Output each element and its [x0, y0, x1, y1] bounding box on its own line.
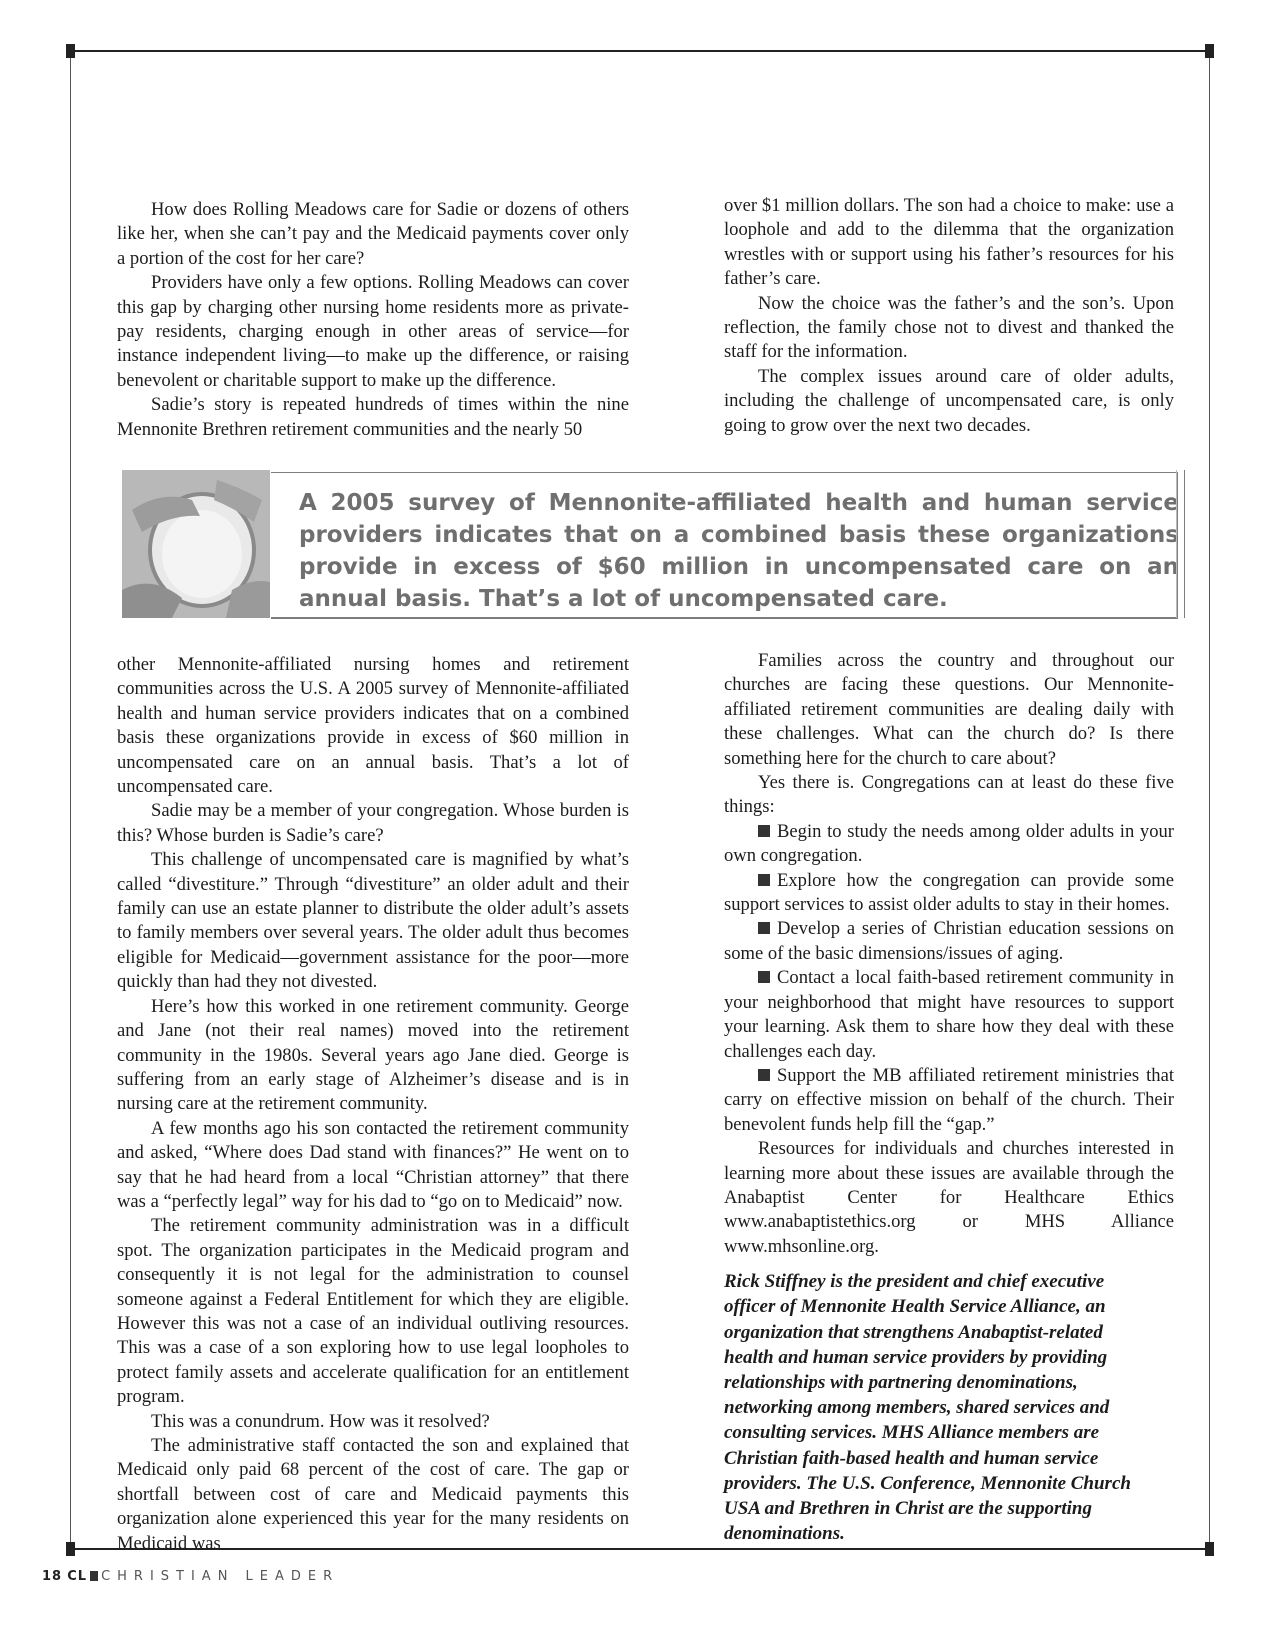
frame-left-rule [70, 50, 71, 1550]
square-bullet-icon [758, 874, 770, 886]
frame-corner-mark [1205, 44, 1214, 58]
hands-globe-image [122, 470, 270, 618]
article-column-top-right [724, 194, 1174, 438]
magazine-name: CHRISTIAN LEADER [101, 1569, 340, 1584]
paragraph: How does Rolling Meadows care for Sadie or dozens of others like her, when she can’t pay and the Medicaid payments cover only a portion of the cost for her care? [117, 199, 629, 269]
paragraph: Yes there is. Congregations can at least do these five things: [724, 772, 1174, 818]
pull-quote-text: A 2005 survey of Mennonite-affiliated health and human service providers indicates that on a combined basis these organizations provide in excess of $60 million in uncompensated care on an annual basis. That’s a lot of uncompensated care. [299, 490, 1179, 612]
square-bullet-icon [758, 971, 770, 983]
paragraph: Sadie’s story is repeated hundreds of times within the nine Mennonite Brethren retirement communities and the nearly 50 [117, 394, 629, 440]
square-bullet-icon [758, 922, 770, 934]
bullet-item: Develop a series of Christian education sessions on some of the basic dimensions/issues of aging. [724, 918, 1174, 964]
pull-quote-edge [1176, 470, 1185, 618]
article-column-bottom-left [117, 653, 629, 1556]
square-separator-icon [90, 1571, 98, 1581]
paragraph: Now the choice was the father’s and the son’s. Upon reflection, the family chose not to divest and thanked the staff for the information. [724, 292, 1174, 363]
paragraph: Families across the country and throughout our churches are facing these questions. Our Mennonite-affiliated retirement communities are dealing daily with these challenges. What can the church do? Is there something here for the church to care about? [724, 650, 1174, 769]
bullet-item: Contact a local faith-based retirement community in your neighborhood that might have resources to support your learning. Ask them to share how they deal with these challenges each day. [724, 967, 1174, 1062]
paragraph: Here’s how this worked in one retirement community. George and Jane (not their real names) moved into the retirement community in the 1980s. Several years ago Jane died. George is suffering from an early stage of Alzheimer’s disease and is in nursing care at the retirement community. [117, 995, 629, 1115]
author-bio: Rick Stiffney is the president and chief executive officer of Mennonite Health Service Alliance, an organization that strengthens Anabaptist-related health and human service providers by providing relationships with partnering denominations, networking among members, shared services and consulting services. MHS Alliance members are Christian faith-based health and human service providers. The U.S. Conference, Mennonite Church USA and Brethren in Christ are the supporting denominations. [724, 1271, 1131, 1545]
frame-right-rule [1209, 50, 1210, 1550]
frame-corner-mark [1205, 1542, 1214, 1556]
square-bullet-icon [758, 825, 770, 837]
paragraph: Sadie may be a member of your congregation. Whose burden is this? Whose burden is Sadie’s care? [117, 800, 629, 846]
pull-quote-photo [122, 470, 270, 618]
paragraph: other Mennonite-affiliated nursing homes and retirement communities across the U.S. A 2005 survey of Mennonite-affiliated health and human service providers indicates that on a combined basis these organizations provide in excess of $60 million in uncompensated care on an annual basis. That’s a lot of uncompensated care. [117, 654, 629, 798]
square-bullet-icon [758, 1069, 770, 1081]
article-column-top-left [117, 198, 629, 442]
frame-top-rule [70, 50, 1210, 52]
magazine-abbrev: CL [67, 1569, 88, 1584]
frame-corner-mark [66, 44, 75, 58]
paragraph: This was a conundrum. How was it resolved? [151, 1410, 490, 1432]
article-column-bottom-right [724, 649, 1174, 1546]
bullet-item: Support the MB affiliated retirement ministries that carry on effective mission on behalf of the church. Their benevolent funds help fill the “gap.” [724, 1064, 1174, 1135]
frame-corner-mark [66, 1542, 75, 1556]
paragraph: The retirement community administration was in a difficult spot. The organization participates in the Medicaid program and consequently it is not legal for the administration to counsel someone against a Federal Entitlement for which they are eligible. However this was not a case of an individual outliving resources. This was a case of a son exploring how to use legal loopholes to protect family assets and accelerate qualification for an entitlement program. [117, 1215, 629, 1408]
pull-quote-box [271, 472, 1178, 619]
paragraph: Resources for individuals and churches interested in learning more about these issues are available through the Anabaptist Center for Healthcare Ethics www.anabaptistethics.org or MHS Alliance www.mhsonline.org. [724, 1138, 1174, 1257]
paragraph: The complex issues around care of older adults, including the challenge of uncompensated care, is only going to grow over the next two decades. [724, 365, 1174, 436]
page-footer [42, 1569, 339, 1584]
paragraph: over $1 million dollars. The son had a choice to make: use a loophole and add to the dilemma that the organization wrestles with or support using his father’s resources for his father’s care. [724, 195, 1174, 290]
pull-quote [118, 470, 1186, 618]
paragraph: Providers have only a few options. Rolling Meadows can cover this gap by charging other nursing home residents more as private-pay residents, charging enough in other areas of service—for instance independent living—to make up the difference, or raising benevolent or charitable support to make up the difference. [117, 272, 629, 391]
paragraph: A few months ago his son contacted the retirement community and asked, “Where does Dad stand with finances?” He went on to say that he had heard from a local “Christian attorney” that there was a “perfectly legal” way for his dad to “go on to Medicaid” now. [117, 1117, 629, 1212]
paragraph: The administrative staff contacted the son and explained that Medicaid only paid 68 percent of the cost of care. The gap or shortfall between cost of care and Medicaid payments this organization alone experienced this year for the many residents on Medicaid was [117, 1435, 629, 1554]
page-number: 18 [42, 1569, 63, 1584]
paragraph: This challenge of uncompensated care is magnified by what’s called “divestiture.” Through “divestiture” an older adult and their family can use an estate planner to distribute the older adult’s assets to family members over several years. The older adult thus becomes eligible for Medicaid—government assistance for the poor—more quickly than had they not divested. [117, 849, 629, 993]
bullet-item: Explore how the congregation can provide some support services to assist older adults to stay in their homes. [724, 869, 1174, 916]
bullet-item: Begin to study the needs among older adults in your own congregation. [724, 820, 1174, 867]
